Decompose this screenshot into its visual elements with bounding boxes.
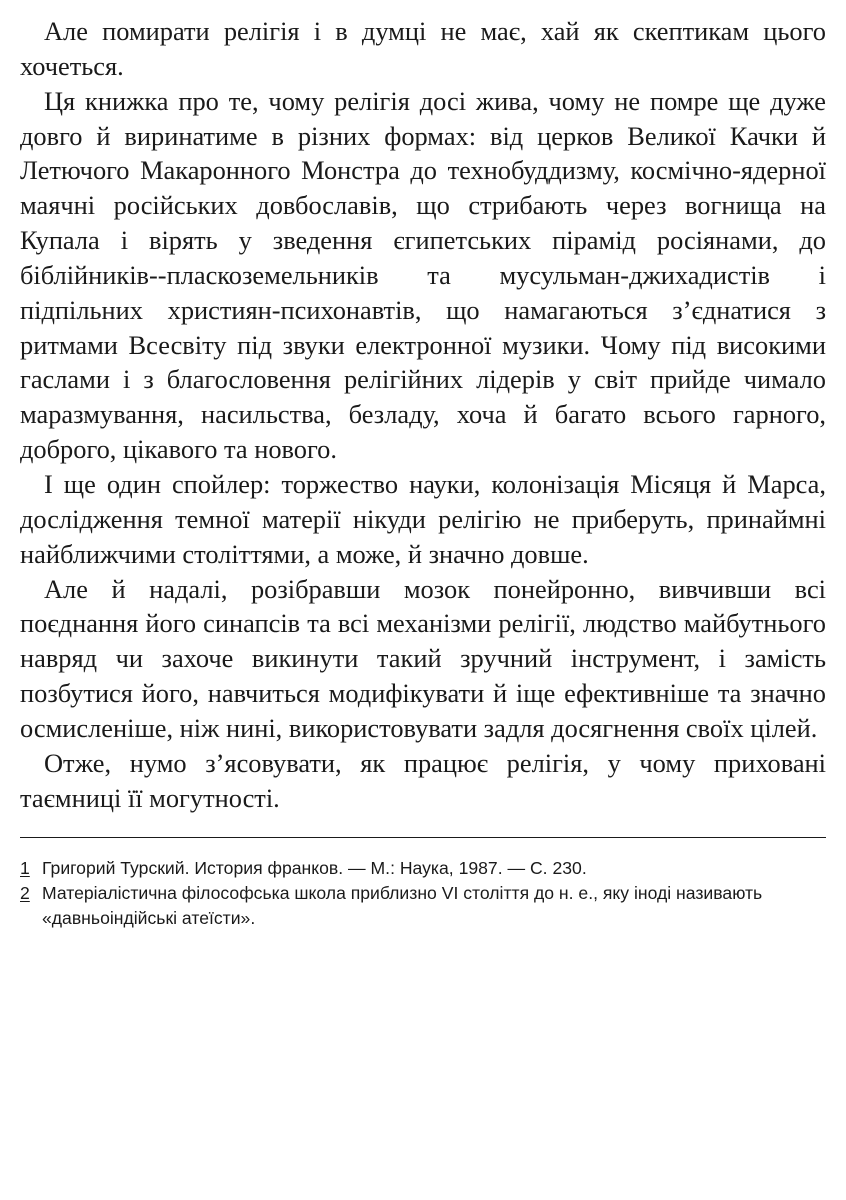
- footnote-divider: [20, 837, 826, 838]
- footnote-number: 2: [20, 883, 30, 904]
- body-text: [20, 14, 826, 815]
- footnote: [20, 881, 826, 931]
- paragraph: І ще один спойлер: торжество науки, колонізація Місяця й Марса, дослідження темної матерії нікуди релігію не приберуть, принаймні найближчими століттями, а може, й значно довше.: [20, 468, 826, 569]
- footnotes: [20, 856, 826, 931]
- paragraph: Отже, нумо з’ясовувати, як працює релігія, у чому приховані таємниці її могутності.: [20, 747, 826, 813]
- footnote-text: Григорий Турский. История франков. — М.: Наука, 1987. — С. 230.: [42, 858, 587, 879]
- paragraph: Ця книжка про те, чому релігія досі жива, чому не помре ще дуже довго й виринатиме в різних формах: від церков Великої Качки й Летючого Макаронного Монстра до технобуддизму, космічно-ядерної маячні російських довбославів, що стрибають через вогнища на Купала і вірять у зведення єгипетських пірамід росіянами, до біблійників--пласкоземельників та мусульман-джихадистів і підпільних християн-психонавтів, що намагаються з’єднатися з ритмами Всесвіту під звуки електронної музики. Чому під високими гаслами і з благословення релігійних лідерів у світ прийде чимало маразмування, насильства, безладу, хоча й багато всього гарного, доброго, цікавого та нового.: [20, 85, 826, 465]
- footnote-text: Матеріалістична філософська школа приблизно VI століття до н. е., яку іноді називають «давньоіндійські атеїсти».: [42, 883, 763, 929]
- paragraph: Але й надалі, розібравши мозок понейронно, вивчивши всі поєднання його синапсів та всі механізми релігії, людство майбутнього навряд чи захоче викинути такий зручний інструмент, і замість позбутися його, навчиться модифікувати й іще ефективніше та значно осмисленіше, ніж нині, використовувати задля досягнення своїх цілей.: [20, 573, 826, 743]
- footnote: [20, 856, 826, 881]
- footnote-number: 1: [20, 858, 30, 879]
- paragraph: Але помирати релігія і в думці не має, хай як скептикам цього хочеться.: [20, 16, 826, 81]
- book-page: [20, 14, 826, 931]
